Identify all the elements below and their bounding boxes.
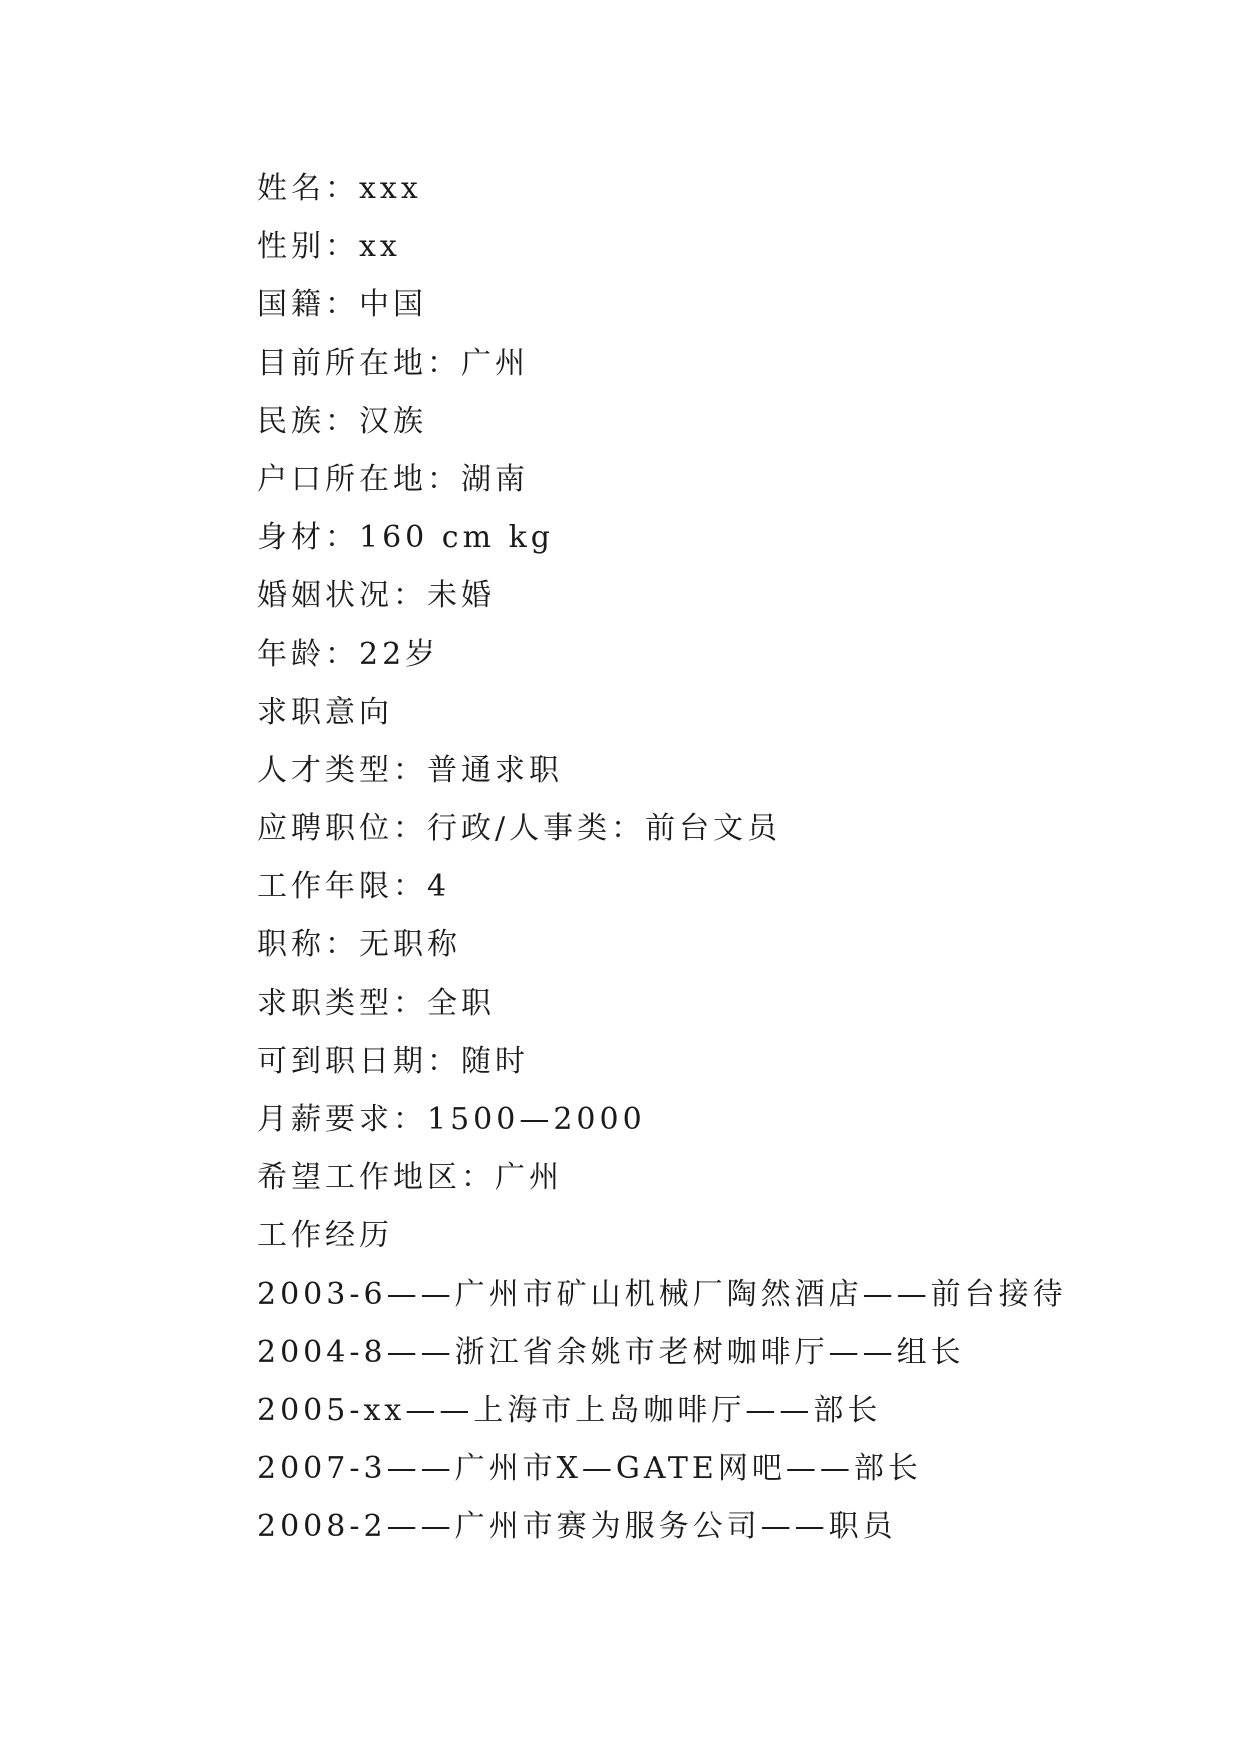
years-of-work-line: 工作年限：4 <box>257 869 451 905</box>
applied-position-line: 应聘职位：行政/人事类：前台文员 <box>257 811 782 847</box>
current-location-line: 目前所在地：广州 <box>257 345 529 381</box>
title-line: 职称：无职称 <box>257 927 461 963</box>
nationality-line: 国籍：中国 <box>257 287 427 323</box>
job-type-line: 求职类型：全职 <box>257 985 495 1021</box>
available-date-line: 可到职日期：随时 <box>257 1043 529 1079</box>
marital-status-line: 婚姻状况：未婚 <box>257 578 495 614</box>
work-experience-heading: 工作经历 <box>257 1218 393 1254</box>
household-registration-line: 户口所在地：湖南 <box>257 461 529 497</box>
work-experience-item: 2005-xx——上海市上岛咖啡厅——部长 <box>257 1392 882 1428</box>
ethnicity-line: 民族：汉族 <box>257 403 427 439</box>
gender-line: 性别：xx <box>257 229 401 265</box>
work-experience-item: 2007-3——广州市X—GATE网吧——部长 <box>257 1451 922 1487</box>
name-line: 姓名：xxx <box>257 171 422 206</box>
talent-type-line: 人才类型：普通求职 <box>257 752 563 788</box>
salary-requirement-line: 月薪要求：1500—2000 <box>257 1102 646 1137</box>
work-experience-item: 2004-8——浙江省余姚市老树咖啡厅——组长 <box>257 1334 965 1370</box>
work-experience-item: 2008-2——广州市赛为服务公司——职员 <box>257 1509 897 1545</box>
resume-content <box>257 160 1157 1557</box>
age-line: 年龄：22岁 <box>257 636 440 672</box>
work-experience-item: 2003-6——广州市矿山机械厂陶然酒店——前台接待 <box>257 1276 1067 1312</box>
preferred-area-line: 希望工作地区：广州 <box>257 1160 563 1196</box>
height-weight-line: 身材：160 cm kg <box>257 520 554 556</box>
job-intention-heading: 求职意向 <box>257 694 393 730</box>
